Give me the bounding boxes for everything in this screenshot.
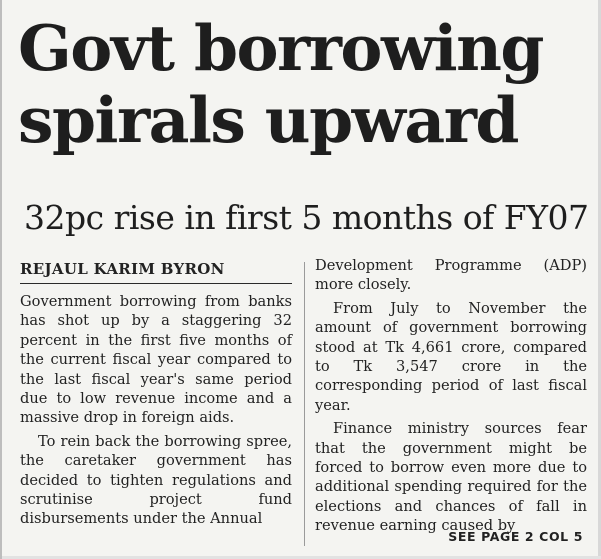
article-column-left xyxy=(20,292,292,529)
paragraph-3: From July to November the amount of government borrowing stood at Tk 4,661 crore, compared to Tk 3,547 crore in the corresponding period of last fiscal year. xyxy=(315,299,587,414)
paragraph-2: To rein back the borrowing spree, the caretaker government has decided to tighten regulations and scrutinise project fund disbursements under the Annual xyxy=(20,432,292,528)
headline: Govt borrowing spirals upward xyxy=(18,11,543,157)
paragraph-4: Finance ministry sources fear that the government might be forced to borrow even more due to additional spending required for the elections and chances of fall in revenue earning caused by xyxy=(315,420,587,535)
byline-rule xyxy=(20,283,292,284)
subheadline: 32pc rise in first 5 months of FY07 xyxy=(24,198,589,237)
paragraph-2-continued: Development Programme (ADP) more closely. xyxy=(315,257,587,294)
article-column-right xyxy=(315,256,587,536)
column-divider xyxy=(304,262,305,546)
paragraph-1: Government borrowing from banks has shot up by a staggering 32 percent in the first five months of the current fiscal year compared to the last fiscal year's same period due to low revenue income and a massive drop in foreign aids. xyxy=(20,293,292,427)
byline xyxy=(20,259,292,279)
byline-text: REJAUL KARIM BYRON xyxy=(20,260,225,278)
continuation-jump-line: SEE PAGE 2 COL 5 xyxy=(448,529,583,544)
